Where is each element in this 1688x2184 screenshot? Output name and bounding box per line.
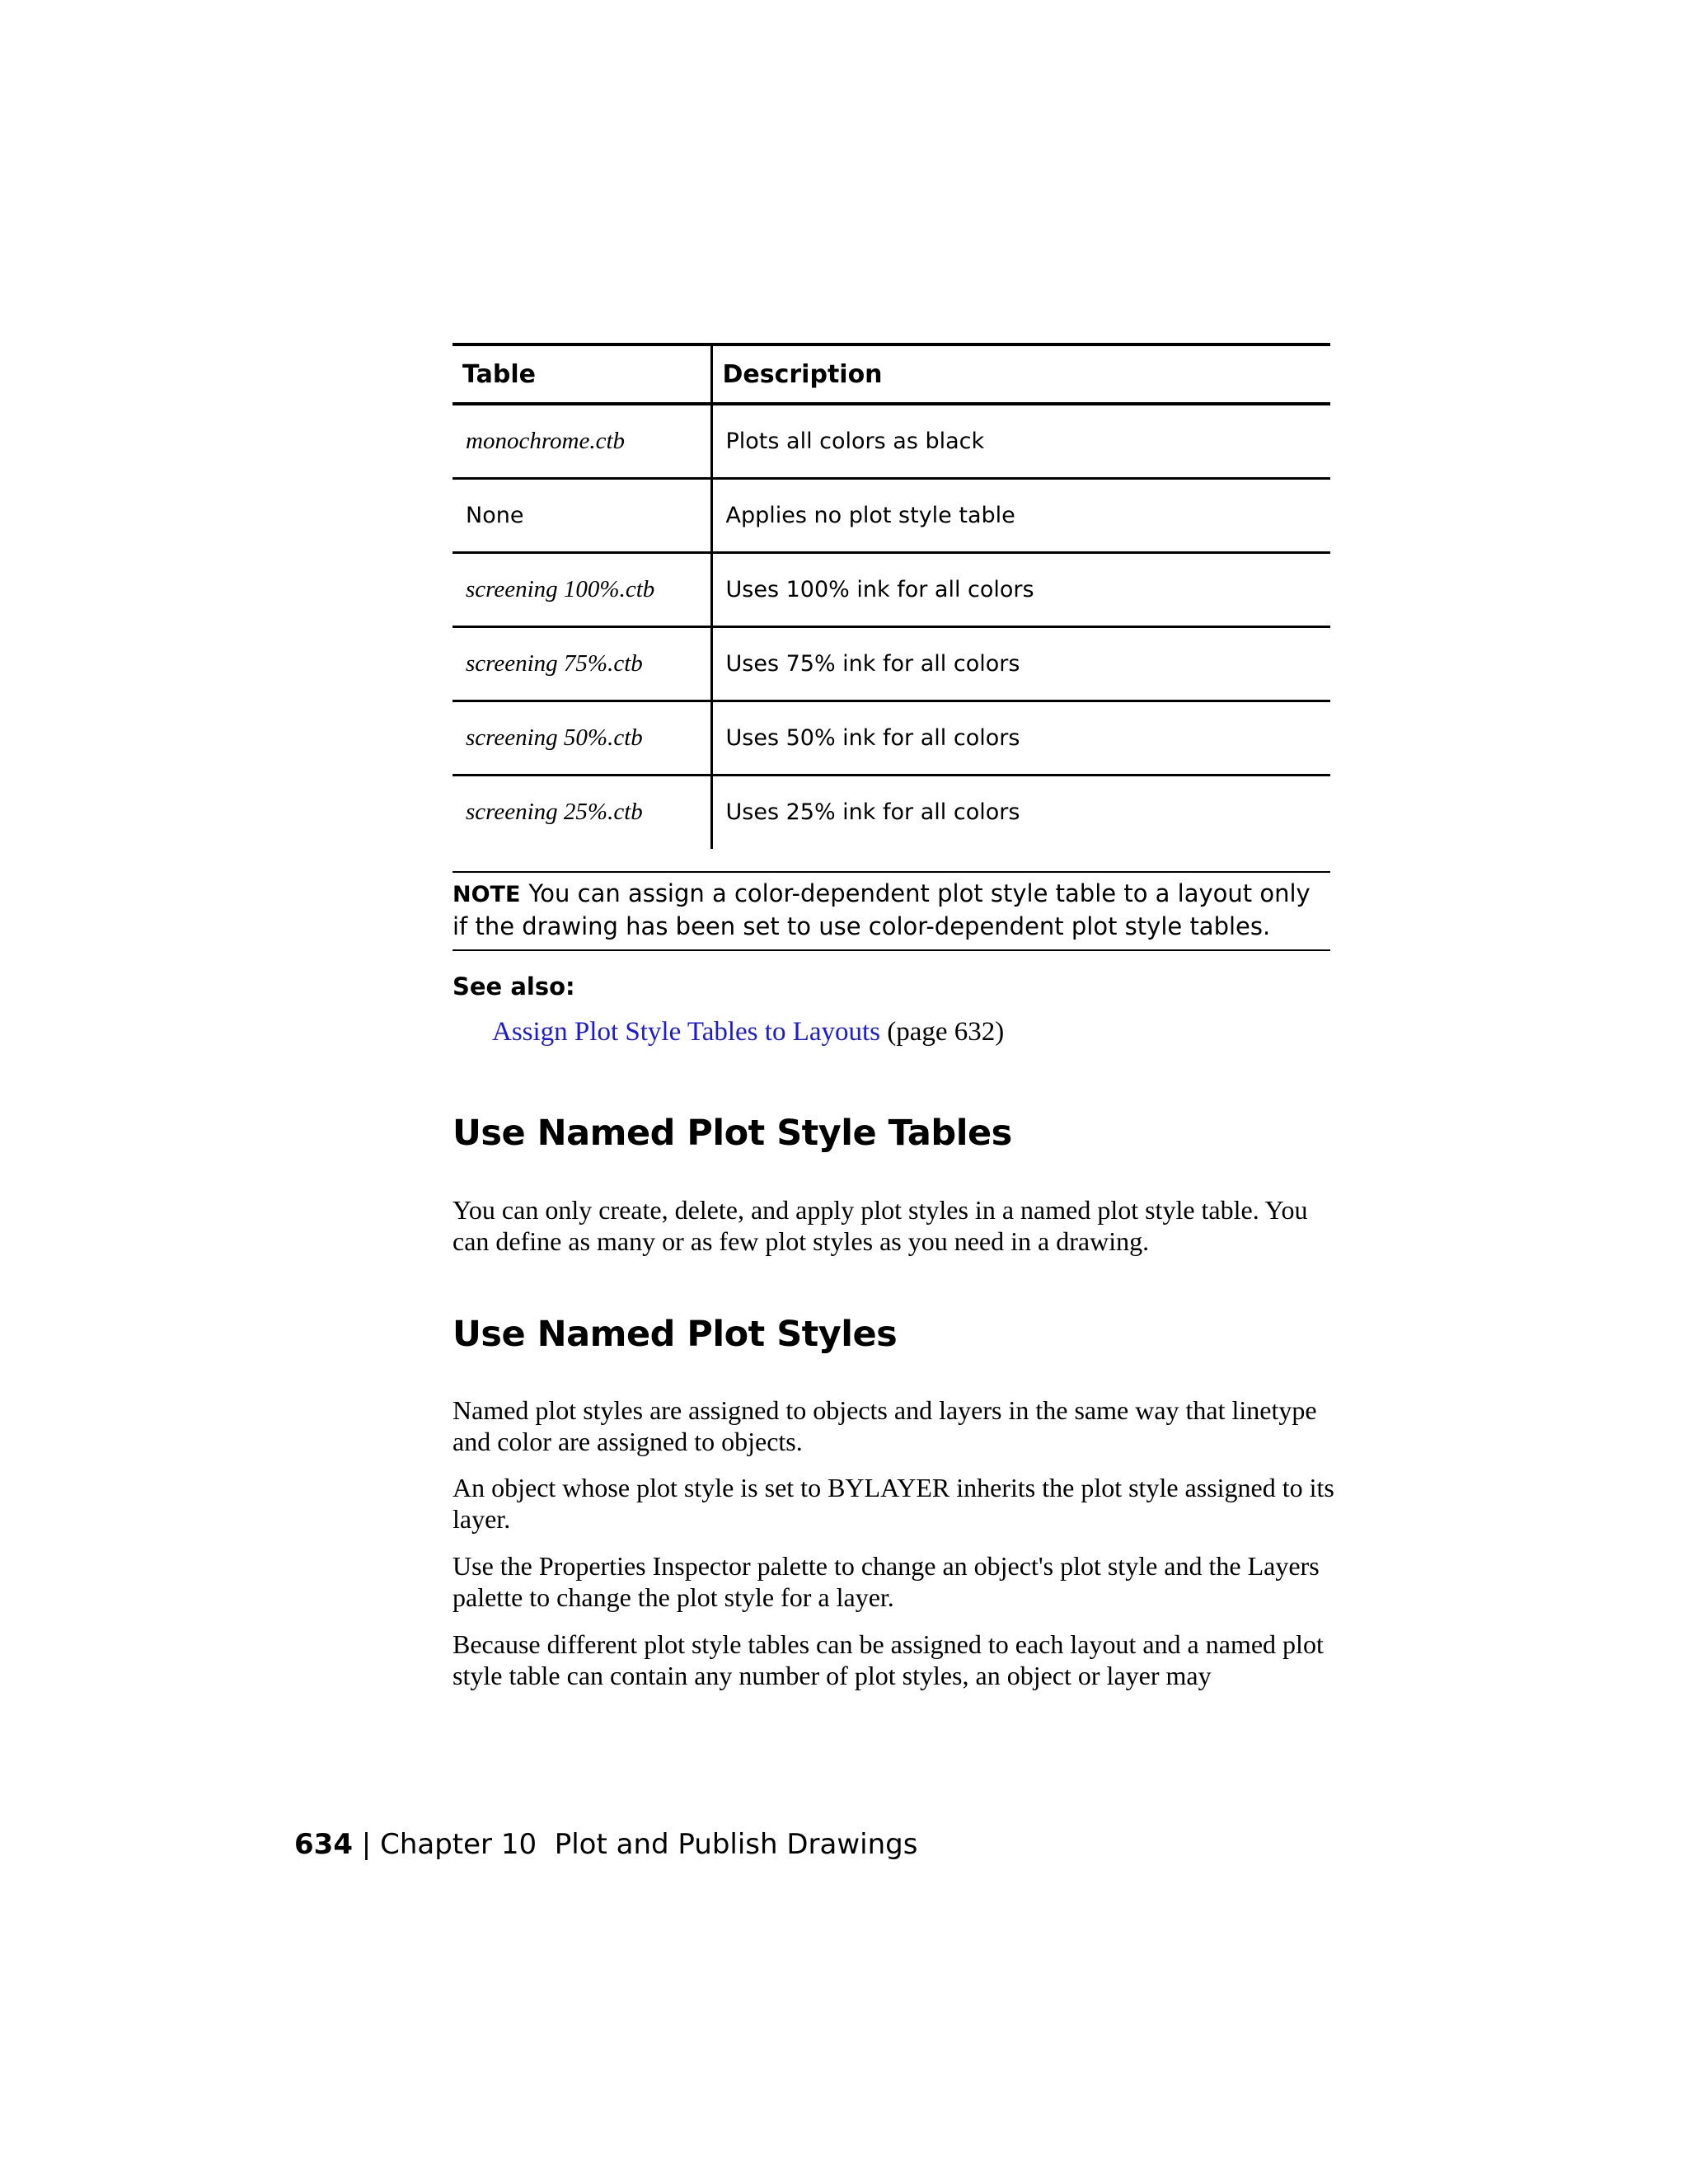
table-cell-name: monochrome.ctb	[452, 404, 711, 478]
table-cell-name: screening 50%.ctb	[452, 701, 711, 775]
note-label: NOTE	[452, 882, 521, 907]
assign-plot-style-tables-link[interactable]: Assign Plot Style Tables to Layouts	[492, 1017, 881, 1047]
table-row	[452, 775, 1330, 849]
note-text: You can assign a color-dependent plot style table to a layout only if the drawing has been set to use color-dependent plot style tables.	[452, 879, 1311, 940]
section-heading-named-plot-style-tables: Use Named Plot Style Tables	[452, 1113, 1012, 1154]
paragraph: Because different plot style tables can be assigned to each layout and a named plot style table can contain any number of plot styles, an object or layer may	[452, 1629, 1324, 1690]
column-header-table: Table	[452, 344, 711, 404]
paragraph: You can only create, delete, and apply plot styles in a named plot style table. You can define as many or as few plot styles as you need in a drawing.	[452, 1195, 1308, 1256]
chapter-number: Chapter 10	[380, 1828, 537, 1861]
plot-style-table	[452, 343, 1330, 849]
table-row	[452, 404, 1330, 478]
table-cell-description: Uses 100% ink for all colors	[711, 552, 1330, 626]
paragraph: Named plot styles are assigned to objects and layers in the same way that linetype and color are assigned to objects.	[452, 1395, 1317, 1456]
table-cell-description: Uses 25% ink for all colors	[725, 799, 1020, 826]
table-cell-name: None	[452, 478, 711, 552]
paragraph: An object whose plot style is set to BYLAYER inherits the plot style assigned to its layer.	[452, 1473, 1334, 1534]
table-cell-name: screening 25%.ctb	[452, 775, 711, 849]
table-row	[452, 478, 1330, 552]
page-number: 634	[294, 1828, 353, 1861]
table-cell-description: Plots all colors as black	[711, 404, 1330, 478]
table-cell-description: Uses 75% ink for all colors	[711, 626, 1330, 701]
section-heading-named-plot-styles: Use Named Plot Styles	[452, 1314, 898, 1355]
table-row	[452, 626, 1330, 701]
footer-separator: |	[361, 1828, 372, 1861]
see-also-item	[492, 1017, 1004, 1047]
table-row	[452, 701, 1330, 775]
chapter-title: Plot and Publish Drawings	[554, 1828, 918, 1861]
see-also-label: See also:	[452, 972, 575, 1001]
table-row	[452, 552, 1330, 626]
page-footer	[294, 1828, 917, 1861]
table-cell-name: screening 75%.ctb	[452, 626, 711, 701]
table-cell-name: screening 100%.ctb	[452, 552, 711, 626]
table-cell-description: Applies no plot style table	[711, 478, 1330, 552]
note-box	[452, 871, 1330, 951]
page-reference: (page 632)	[887, 1017, 1005, 1047]
table-header-row	[452, 344, 1330, 404]
paragraph: Use the Properties Inspector palette to change an object's plot style and the Layers palette to change the plot style for a layer.	[452, 1551, 1320, 1612]
column-header-description: Description	[711, 344, 1330, 404]
table-cell-description: Uses 50% ink for all colors	[711, 701, 1330, 775]
